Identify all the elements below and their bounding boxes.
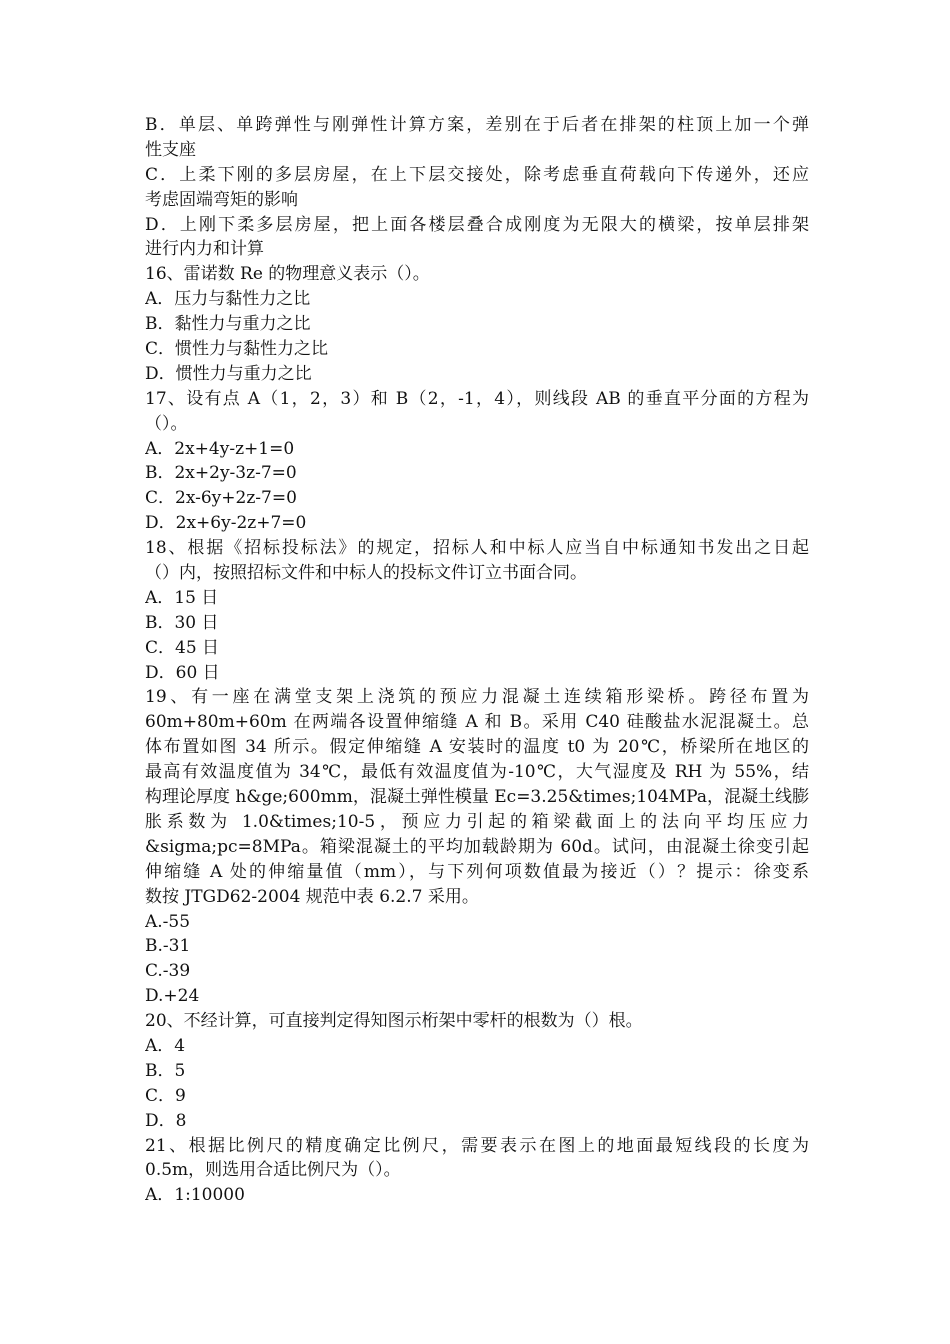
text-line: 17、设有点 A（1，2，3）和 B（2，-1，4），则线段 AB 的垂直平分面的方程为 [145,388,809,409]
text-line: C．45 日 [145,637,220,658]
text-line: 构理论厚度 h&ge;600mm，混凝土弹性模量 Ec=3.25&times;104MPa，混凝土线膨 [145,787,809,808]
text-line: 体布置如图 34 所示。假定伸缩缝 A 安装时的温度 t0 为 20℃，桥梁所在地区的 [145,737,809,758]
text-line: C．上柔下刚的多层房屋，在上下层交接处，除考虑垂直荷载向下传递外，还应 [145,164,809,185]
text-line: A．压力与黏性力之比 [145,289,311,310]
text-line: （）内，按照招标文件和中标人的投标文件订立书面合同。 [145,563,587,584]
text-line: A．15 日 [145,587,219,608]
text-line: 伸缩缝 A 处的伸缩量值（mm），与下列何项数值最为接近（）？提示：徐变系 [145,861,809,882]
document-body [145,113,809,1208]
text-line: 16、雷诺数 Re 的物理意义表示（）。 [145,264,430,285]
text-line: D．惯性力与重力之比 [145,363,312,384]
text-line: 18、根据《招标投标法》的规定，招标人和中标人应当自中标通知书发出之日起 [145,538,809,559]
text-line: 胀系数为 1.0&times;10-5，预应力引起的箱梁截面上的法向平均压应力 [145,811,809,832]
text-line: （）。 [145,413,188,434]
text-line: D.+24 [145,986,200,1007]
text-line: 0.5m，则选用合适比例尺为（）。 [145,1160,401,1181]
text-line: 性支座 [145,139,196,160]
text-line: 20、不经计算，可直接判定得知图示桁架中零杆的根数为（）根。 [145,1011,643,1032]
text-line: B．30 日 [145,612,219,633]
text-line: D．2x+6y-2z+7=0 [145,513,307,534]
text-line: A．2x+4y-z+1=0 [145,438,295,459]
text-line: 60m+80m+60m 在两端各设置伸缩缝 A 和 B。采用 C40 硅酸盐水泥混凝土。总 [145,712,809,733]
text-line: D．8 [145,1110,187,1131]
text-line: C．9 [145,1085,186,1106]
text-line: A．1:10000 [145,1185,245,1206]
text-line: C.-39 [145,961,191,982]
text-line: D．60 日 [145,662,220,683]
text-line: B．5 [145,1060,186,1081]
text-line: C．2x-6y+2z-7=0 [145,488,297,509]
text-line: 19、有一座在满堂支架上浇筑的预应力混凝土连续箱形梁桥。跨径布置为 [145,687,809,708]
text-line: B．2x+2y-3z-7=0 [145,463,297,484]
text-line: 考虑固端弯矩的影响 [145,189,298,210]
text-line: 21、根据比例尺的精度确定比例尺，需要表示在图上的地面最短线段的长度为 [145,1135,809,1156]
text-line: A．4 [145,1035,186,1056]
text-line: &sigma;pc=8MPa。箱梁混凝土的平均加载龄期为 60d。试问，由混凝土徐变引起 [145,836,809,857]
text-line: A.-55 [145,911,191,932]
text-line: D．上刚下柔多层房屋，把上面各楼层叠合成刚度为无限大的横梁，按单层排架 [145,214,809,235]
text-line: 进行内力和计算 [145,239,264,260]
text-line: B．黏性力与重力之比 [145,314,311,335]
text-line: 最高有效温度值为 34℃，最低有效温度值为-10℃，大气湿度及 RH 为 55%，结 [145,762,809,783]
text-line: B.-31 [145,936,191,957]
text-line: B．单层、单跨弹性与刚弹性计算方案，差别在于后者在排架的柱顶上加一个弹 [145,115,809,135]
text-line: 数按 JTGD62-2004 规范中表 6.2.7 采用。 [145,886,479,907]
text-line: C．惯性力与黏性力之比 [145,339,329,360]
